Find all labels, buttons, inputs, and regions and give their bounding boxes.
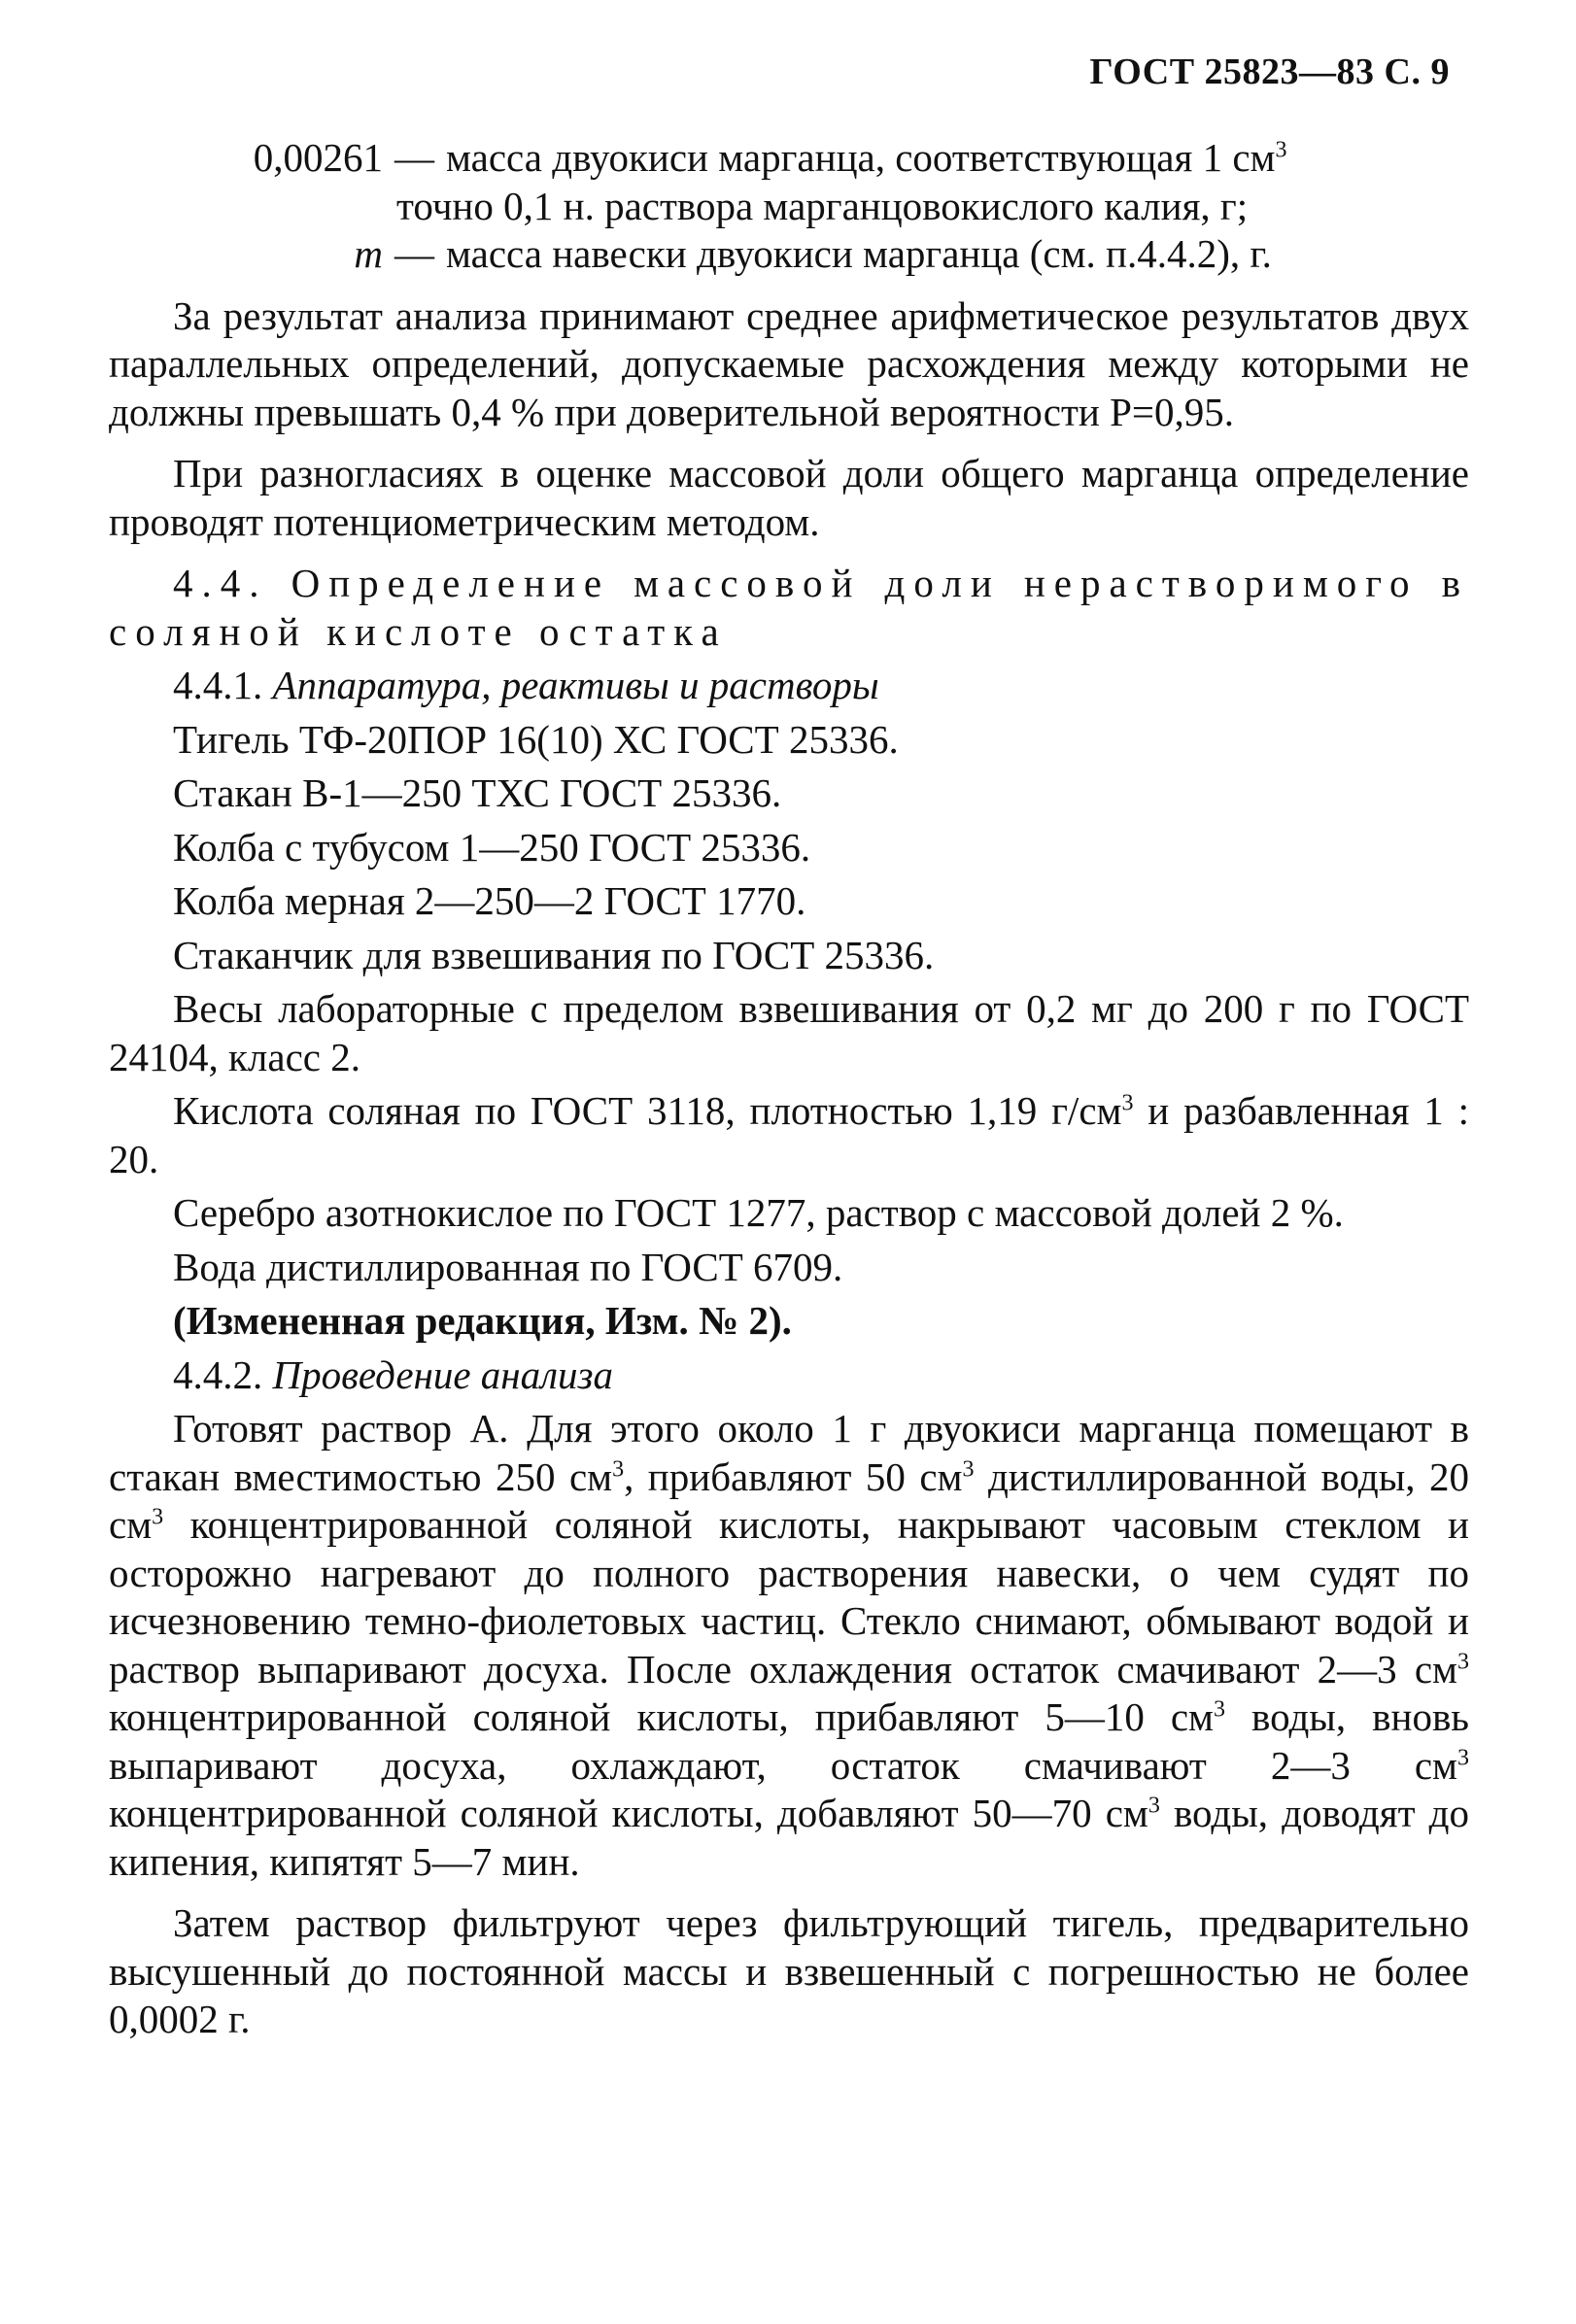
list-item: Стакан В-1—250 ТХС ГОСТ 25336. <box>173 770 782 815</box>
superscript: 3 <box>1275 137 1287 163</box>
procedure-text: воды, вновь выпаривают досуха, охлаждают, остаток смачивают 2—3 см <box>109 1694 1469 1788</box>
procedure-text: Готовят раствор А. Для этого около 1 г двуокиси марганца помещают в стакан вместимостью 250 см <box>109 1406 1469 1499</box>
procedure-text: концентрированной соляной кислоты, накрывают часовым стеклом и осторожно нагревают до полного растворения навески, о чем судят по исчезновению темно-фиолетовых частиц. Стекло снимают, обмывают водой и раствор выпаривают досуха. После охлаждения остаток смачивают 2—3 см <box>109 1502 1469 1692</box>
paragraph-filtration: Затем раствор фильтруют через фильтрующий тигель, предварительно высушенный до постоянной массы и взвешенный с погрешностью не более 0,0002 г. <box>109 1900 1469 2041</box>
acid-text-end: и разбавленная 1 : 20. <box>109 1088 1469 1181</box>
paragraph-procedure <box>109 1405 1469 1886</box>
subsection-heading-4-4-1 <box>109 662 1469 710</box>
superscript: 3 <box>1457 1648 1469 1674</box>
subsection-number: 4.4.2. <box>173 1351 263 1397</box>
subsection-number: 4.4.1. <box>173 663 263 707</box>
superscript: 3 <box>962 1455 975 1482</box>
procedure-text: , прибавляют 50 см <box>624 1453 963 1499</box>
definition-text: масса навески двуокиси марганца (см. п.4.4.2), г. <box>446 231 1272 276</box>
subsection-heading-4-4-2 <box>109 1351 1469 1400</box>
superscript: 3 <box>152 1504 164 1530</box>
superscript: 3 <box>612 1455 625 1482</box>
definition-row <box>109 134 1469 183</box>
list-item-silver: Серебро азотнокислое по ГОСТ 1277, раствор с массовой долей 2 %. <box>173 1190 1344 1235</box>
paragraph-disagreement: При разногласиях в оценке массовой доли общего марганца определение проводят потенциометрическим методом. <box>109 451 1469 544</box>
subsection-title: Аппаратура, реактивы и растворы <box>272 663 879 707</box>
list-item: Колба с тубусом 1—250 ГОСТ 25336. <box>173 824 811 870</box>
paragraph-result: За результат анализа принимают среднее арифметическое результатов двух параллельных определений, допускаемые расхождения между которыми не должны превышать 0,4 % при доверительной вероятности P=0,95. <box>109 292 1469 434</box>
list-item-water: Вода дистиллированная по ГОСТ 6709. <box>173 1244 843 1289</box>
definition-symbol: 0,00261 <box>253 135 383 180</box>
running-header: ГОСТ 25823—83 С. 9 <box>1089 51 1450 92</box>
amendment-note: (Измененная редакция, Изм. № 2). <box>173 1298 792 1343</box>
definition-row <box>109 230 1469 279</box>
procedure-text: дистиллированной воды, 20 см <box>109 1453 1470 1547</box>
page-body <box>109 134 1469 2058</box>
list-item: Весы лабораторные с пределом взвешивания от 0,2 мг до 200 г по ГОСТ 24104, класс 2. <box>109 986 1469 1079</box>
definition-symbol-italic: m <box>354 231 383 276</box>
superscript: 3 <box>1121 1090 1134 1116</box>
procedure-text: концентрированной соляной кислоты, добавляют 50—70 см <box>109 1791 1148 1835</box>
list-item: Стаканчик для взвешивания по ГОСТ 25336. <box>173 932 935 977</box>
superscript: 3 <box>1457 1744 1469 1770</box>
list-item-acid <box>109 1087 1469 1183</box>
definition-dash: — <box>394 135 434 180</box>
list-item: Колба мерная 2—250—2 ГОСТ 1770. <box>173 878 806 923</box>
definition-dash: — <box>394 231 434 276</box>
definition-text <box>446 134 1469 183</box>
acid-text: Кислота соляная по ГОСТ 3118, плотностью 1,19 г/см <box>173 1088 1122 1133</box>
definition-text-part: масса двуокиси марганца, соответствующая 1 см <box>446 135 1276 180</box>
formula-definitions <box>109 134 1469 279</box>
procedure-text: концентрированной соляной кислоты, прибавляют 5—10 см <box>109 1694 1215 1739</box>
section-heading-4-4: 4.4. Определение массовой доли нерастворимого в соляной кислоте остатка <box>109 561 1469 654</box>
procedure-text: воды, доводят до кипения, кипятят 5—7 мин. <box>109 1791 1469 1884</box>
subsection-title: Проведение анализа <box>272 1351 614 1397</box>
superscript: 3 <box>1214 1696 1226 1723</box>
list-item: Тигель ТФ-20ПОР 16(10) ХС ГОСТ 25336. <box>173 716 899 762</box>
definition-continuation: точно 0,1 н. раствора марганцовокислого калия, г; <box>396 183 1249 228</box>
definition-symbol <box>109 230 383 279</box>
superscript: 3 <box>1148 1793 1160 1819</box>
